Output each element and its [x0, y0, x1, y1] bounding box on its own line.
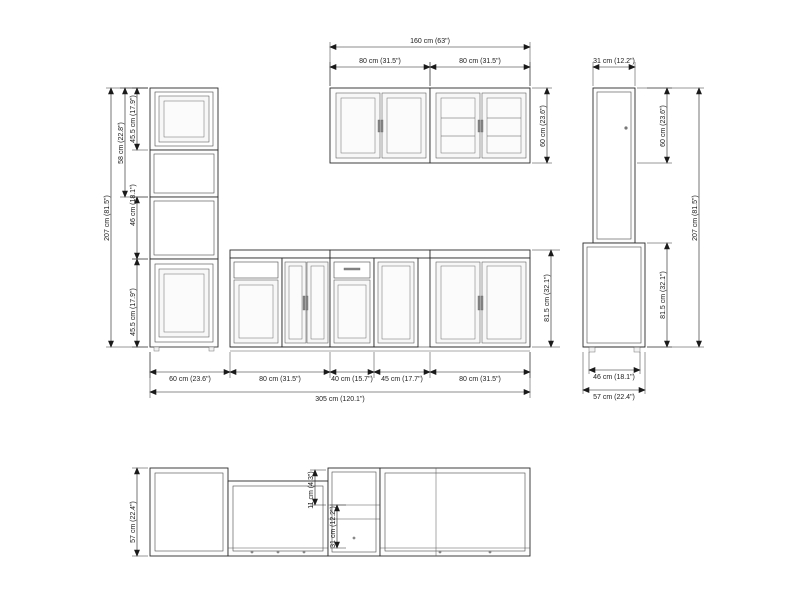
dim-label-plan-b: 31 cm (12.2"): [330, 506, 337, 548]
wall-cabinets-elevation: [330, 88, 530, 163]
dim-label-base-w5: 80 cm (31.5"): [459, 376, 501, 383]
dim-plan-depth: [130, 468, 148, 556]
dim-label-left-mid: 46 cm (18.1"): [130, 184, 137, 226]
dim-label-left-top: 45.5 cm (17.9"): [130, 95, 137, 143]
dim-left-mid: [130, 184, 148, 259]
dim-tall-base-height: [647, 243, 672, 347]
dim-label-base-w1: 60 cm (23.6"): [169, 376, 211, 383]
dim-label-tall-base-depth-2: 57 cm (22.4"): [593, 394, 635, 401]
dim-label-wall-height: 60 cm (23.6"): [540, 105, 547, 147]
dim-label-tall-depth: 31 cm (12.2"): [593, 58, 635, 65]
dim-label-left-bottom: 45.5 cm (17.9"): [130, 288, 137, 336]
dim-label-top-total: 160 cm (63"): [410, 38, 450, 45]
dim-tall-depth: [593, 58, 635, 86]
dim-top-left: [330, 58, 430, 86]
dim-left-bottom: [130, 259, 148, 347]
dim-left-total: [104, 88, 148, 347]
dim-label-tall-base-height: 81.5 cm (32.1"): [660, 271, 667, 319]
dim-label-base-w2: 80 cm (31.5"): [259, 376, 301, 383]
dim-label-base-w4: 45 cm (17.7"): [381, 376, 423, 383]
left-tall-column-elevation: [150, 88, 218, 351]
dim-tall-base-depth: [589, 352, 640, 381]
dim-label-base-w3: 40 cm (15.7"): [331, 376, 373, 383]
dim-label-plan-depth: 57 cm (22.4"): [130, 501, 137, 543]
dim-label-top-right: 80 cm (31.5"): [459, 58, 501, 65]
dim-tall-upper-height: [637, 88, 672, 163]
dim-top-right: [430, 58, 530, 86]
dim-label-base-total: 305 cm (120.1"): [315, 396, 365, 403]
dim-label-top-left: 80 cm (31.5"): [359, 58, 401, 65]
plan-view: [150, 468, 530, 556]
dim-label-tall-total-height: 207 cm (81.5"): [692, 195, 699, 241]
dim-tall-total-height: [647, 88, 704, 347]
dim-label-base-height: 81.5 cm (32.1"): [544, 274, 551, 322]
dim-label-plan-a: 11 cm (4.3"): [308, 471, 315, 509]
dim-label-left-stack: 58 cm (22.8"): [118, 122, 125, 164]
dim-wall-height: [532, 88, 552, 163]
dim-base-height: [532, 250, 560, 347]
dim-base-widths: [150, 352, 530, 383]
dim-left-top: [130, 88, 148, 150]
base-cabinets-elevation: [230, 250, 530, 351]
dim-label-tall-base-depth: 46 cm (18.1"): [593, 374, 635, 381]
tall-unit-side-view: [583, 88, 645, 352]
dim-label-left-total: 207 cm (81.5"): [104, 195, 111, 241]
dim-label-tall-upper-height: 60 cm (23.6"): [660, 105, 667, 147]
